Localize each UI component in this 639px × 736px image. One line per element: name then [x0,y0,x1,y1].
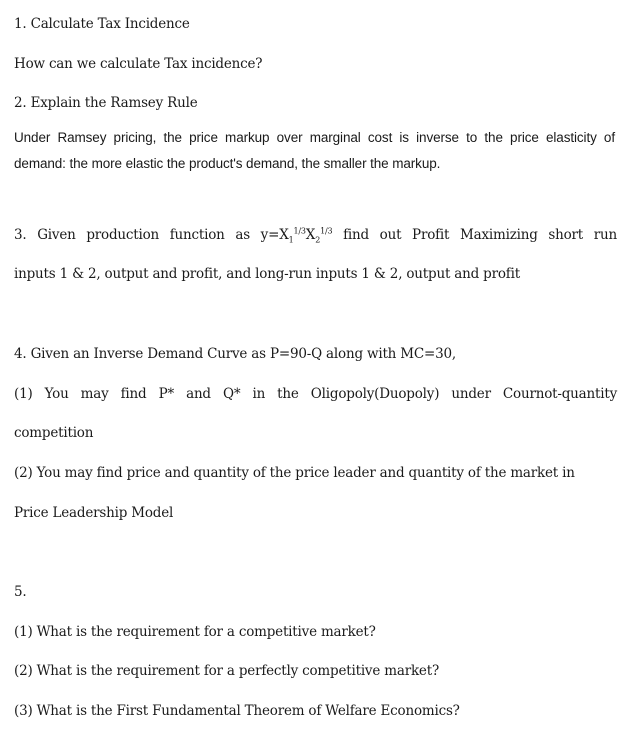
q3-prefix: 3. Given production function as y=X [14,227,289,243]
q5-part2: (2) What is the requirement for a perfectly competitive market? [14,663,439,679]
q2-answer-line2: demand: the more elastic the product's demand, the smaller the markup. [14,156,441,171]
q4-part1-line2: competition [14,425,94,441]
q5-title: 5. [14,584,27,600]
q1-body: How can we calculate Tax incidence? [14,56,263,72]
q4-part2-line1: (2) You may find price and quantity of the price leader and quantity of the market in [14,465,575,481]
q2-answer-line1: Under Ramsey pricing, the price markup over marginal cost is inverse to the price elasticity of [14,130,615,145]
q5-part3: (3) What is the First Fundamental Theorem of Welfare Economics? [14,703,460,719]
q5-part1: (1) What is the requirement for a competitive market? [14,624,376,640]
q3-line2: inputs 1 & 2, output and profit, and long-run inputs 1 & 2, output and profit [14,266,520,282]
q3-mid: X [305,227,316,243]
q2-title: 2. Explain the Ramsey Rule [14,95,198,111]
q4-part2-line2: Price Leadership Model [14,505,174,521]
q3-line1 [14,226,617,244]
q1-title: 1. Calculate Tax Incidence [14,16,190,32]
q3-suffix: find out Profit Maximizing short run [332,227,617,243]
q4-title: 4. Given an Inverse Demand Curve as P=90-Q along with MC=30, [14,346,456,362]
q3-sub2: 2 [315,235,321,245]
q3-exp1: 1/3 [293,226,306,236]
q3-sub1: 1 [288,235,294,245]
q3-exp2: 1/3 [320,226,333,236]
q4-part1-line1: (1) You may find P* and Q* in the Oligopoly(Duopoly) under Cournot-quantity [14,386,617,402]
